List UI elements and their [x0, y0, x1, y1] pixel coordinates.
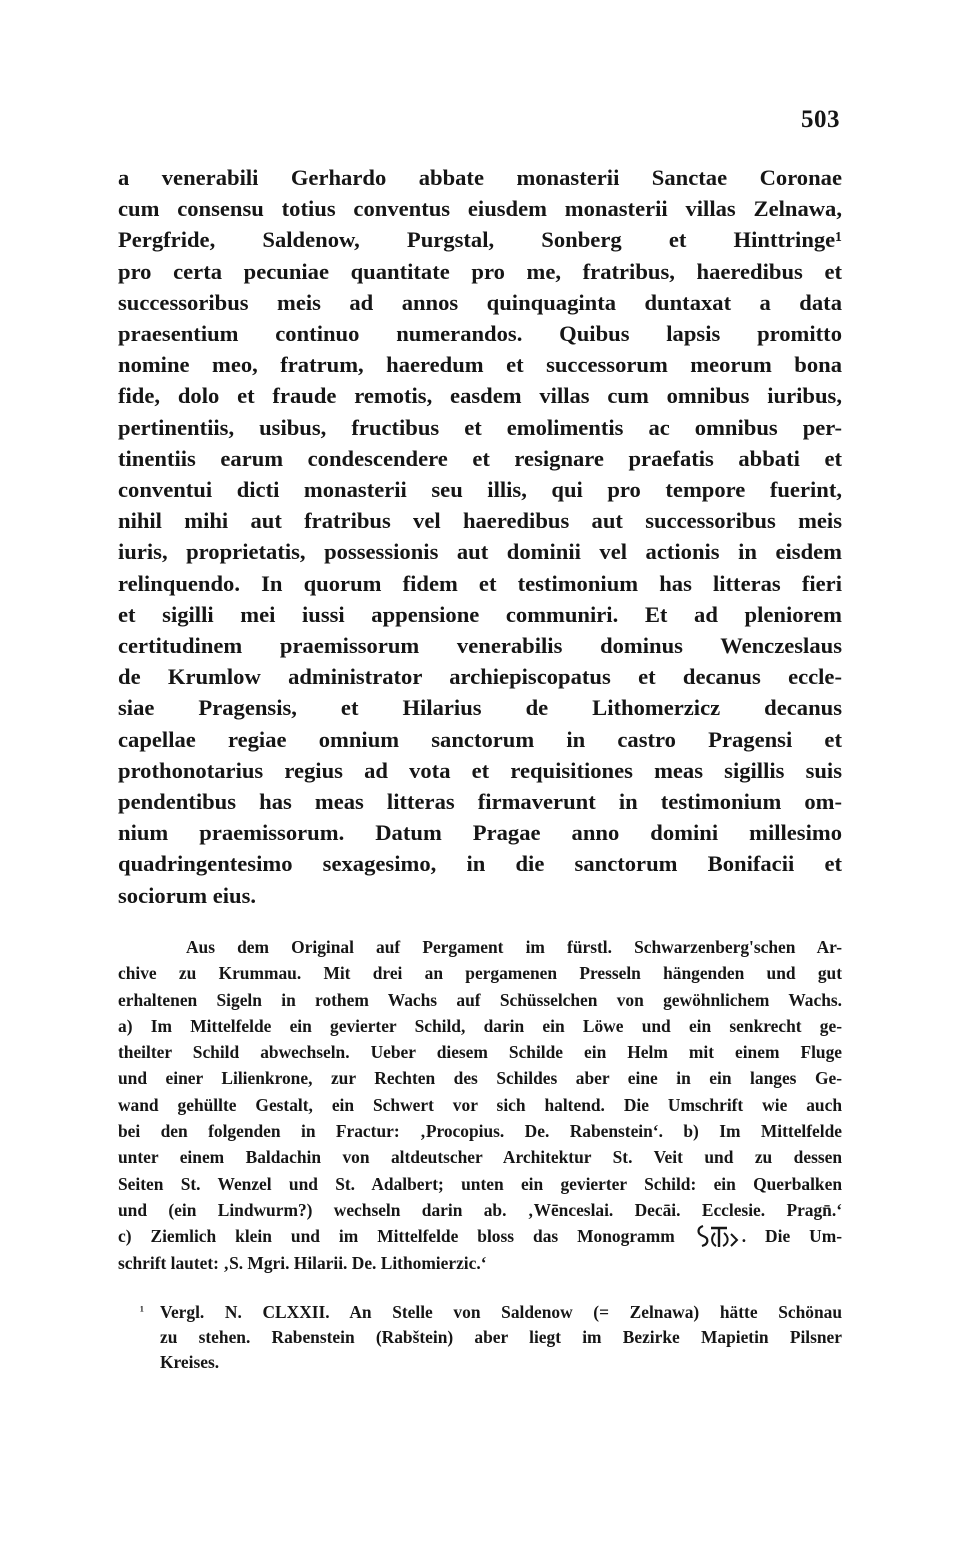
page-number: 503	[801, 106, 840, 133]
text-line: et sigilli mei iussi appensione communiri. Et ad pleniorem	[118, 601, 842, 627]
text-line: a venerabili Gerhardo abbate monasterii Sanctae Coronae	[118, 165, 842, 190]
monogram-line-before: c) Ziemlich klein und im Mittelfelde bloss das Monogramm	[118, 1226, 675, 1247]
annotation-line: unter einem Baldachin von altdeutscher Architektur St. Veit und zu dessen	[118, 1147, 842, 1168]
text-line: prothonotarius regius ad vota et requisitiones meas sigillis suis	[118, 757, 842, 783]
text-line: pendentibus has meas litteras firmaverunt in testimonium om-	[118, 789, 842, 815]
annotation-line: Aus dem Original auf Pergament im fürstl. Schwarzenberg'schen Ar-	[186, 937, 842, 957]
text-line: fide, dolo et fraude remotis, easdem villas cum omnibus iuribus,	[118, 383, 842, 409]
text-line: siae Pragensis, et Hilarius de Lithomerzicz decanus	[118, 695, 842, 721]
text-line: relinquendo. In quorum fidem et testimonium has litteras fieri	[118, 570, 842, 596]
annotation-line: schrift lautet: ‚S. Mgri. Hilarii. De. Lithomierzic.‘	[118, 1252, 487, 1273]
charter-text	[118, 162, 842, 911]
annotation-monogram-line	[118, 1223, 842, 1249]
text-line: nomine meo, fratrum, haeredum et successorum meorum bona	[118, 352, 842, 378]
annotation-line: wand gehüllte Gestalt, ein Schwert vor sich haltend. Die Umschrift wie auch	[118, 1094, 842, 1115]
text-line: praesentium continuo numerandos. Quibus lapsis promitto	[118, 321, 842, 347]
text-line: iuris, proprietatis, possessionis aut dominii vel actionis in eisdem	[118, 539, 842, 565]
text-line: nium praemissorum. Datum Pragae anno domini millesimo	[118, 820, 842, 846]
text-line: capellae regiae omnium sanctorum in castro Pragensi et	[118, 726, 842, 752]
text-line: pertinentiis, usibus, fructibus et emolimentis ac omnibus per-	[118, 414, 842, 440]
annotation-line: erhaltenen Sigeln in rothem Wachs auf Schüsselchen von gewöhnlichem Wachs.	[118, 989, 842, 1010]
annotation-line: und (ein Lindwurm?) wechseln darin ab. ‚Wēnceslai. Decāi. Ecclesie. Pragn̄.‘	[118, 1199, 842, 1220]
text-line: conventui dicti monasterii seu illis, qui pro tempore fuerint,	[118, 477, 842, 503]
text-line: de Krumlow administrator archiepiscopatus et decanus eccle-	[118, 664, 842, 690]
text-line: Pergfride, Saldenow, Purgstal, Sonberg et Hinttringe¹	[118, 227, 842, 253]
text-line: cum consensu totius conventus eiusdem monasterii villas Zelnawa,	[118, 196, 842, 222]
annotation-line: Seiten St. Wenzel und St. Adalbert; unten ein gevierter Schild: ein Querbalken	[118, 1173, 842, 1194]
monogram-icon	[694, 1223, 742, 1249]
footnote-line: zu stehen. Rabenstein (Rabštein) aber liegt im Bezirke Mapietin Pilsner	[160, 1327, 842, 1347]
annotation-line: und einer Lilienkrone, zur Rechten des Schildes aber eine in ein langes Ge-	[118, 1068, 842, 1089]
monogram-line-after: . Die Um-	[741, 1226, 842, 1247]
text-line: pro certa pecuniae quantitate pro me, fratribus, haeredibus et	[118, 258, 842, 284]
seal-annotation	[118, 934, 842, 1276]
annotation-line: bei den folgenden in Fractur: ‚Procopius. De. Rabenstein‘. b) Im Mittelfelde	[118, 1121, 842, 1142]
text-line: certitudinem praemissorum venerabilis dominus Wenczeslaus	[118, 633, 842, 659]
footnote-line: Kreises.	[160, 1352, 220, 1372]
footnote	[140, 1300, 842, 1375]
text-line: sociorum eius.	[118, 882, 257, 908]
text-line: quadringentesimo sexagesimo, in die sanctorum Bonifacii et	[118, 851, 842, 877]
text-line: nihil mihi aut fratribus vel haeredibus aut successoribus meis	[118, 508, 842, 534]
text-line: successoribus meis ad annos quinquaginta duntaxat a data	[118, 289, 842, 315]
text-line: tinentiis earum condescendere et resignare praefatis abbati et	[118, 445, 842, 471]
annotation-line: theilter Schild abwechseln. Ueber diesem Schilde ein Helm mit einem Fluge	[118, 1042, 842, 1063]
annotation-line: a) Im Mittelfelde ein gevierter Schild, darin ein Löwe und ein senkrecht ge-	[118, 1015, 842, 1036]
footnote-marker: ¹	[140, 1303, 144, 1318]
footnote-line: Vergl. N. CLXXII. An Stelle von Saldenow (= Zelnawa) hätte Schönau	[160, 1302, 842, 1322]
annotation-line: chive zu Krummau. Mit drei an pergamenen Presseln hängenden und gut	[118, 963, 842, 984]
